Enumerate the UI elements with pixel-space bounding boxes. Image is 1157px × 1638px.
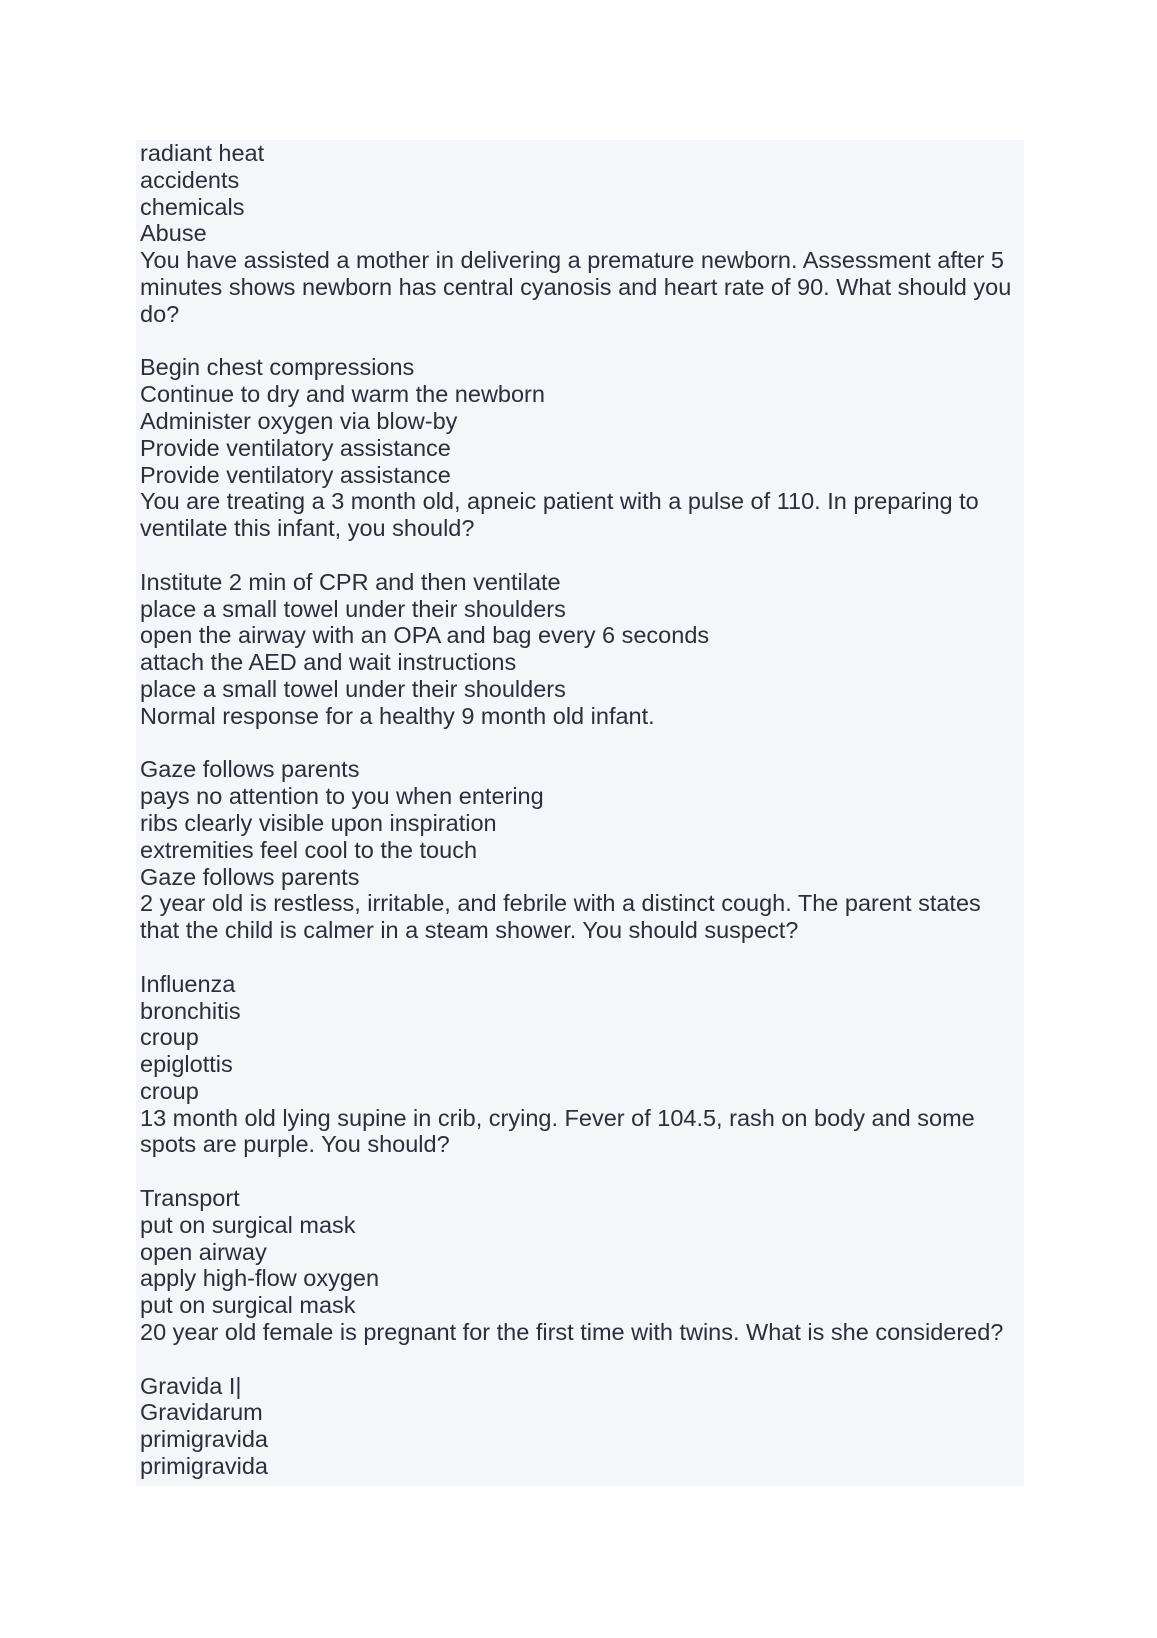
answer-option: Continue to dry and warm the newborn xyxy=(140,381,545,408)
question-text: You are treating a 3 month old, apneic patient with a pulse of 110. In preparing to ventilate this infant, you should? xyxy=(140,488,986,542)
answer-option: Gravida I| xyxy=(140,1372,242,1399)
answer-option: Influenza xyxy=(140,970,236,997)
intro-line: radiant heat xyxy=(140,140,265,166)
question-text: 13 month old lying supine in crib, crying. Fever of 104.5, rash on body and some spots are purple. You should? xyxy=(140,1104,982,1158)
answer-option: pays no attention to you when entering xyxy=(140,783,544,810)
document-content xyxy=(140,140,1020,1480)
correct-answer: croup xyxy=(140,1077,199,1104)
answer-option: ribs clearly visible upon inspiration xyxy=(140,809,497,836)
answer-option: extremities feel cool to the touch xyxy=(140,836,478,863)
question-text: 2 year old is restless, irritable, and febrile with a distinct cough. The parent states that the child is calmer in a steam shower. You should suspect? xyxy=(140,890,988,944)
spacer xyxy=(140,328,1020,355)
answer-option: put on surgical mask xyxy=(140,1211,356,1238)
spacer xyxy=(140,542,1020,569)
spacer xyxy=(140,1346,1020,1373)
answer-option: Provide ventilatory assistance xyxy=(140,434,451,461)
answer-option: Begin chest compressions xyxy=(140,354,415,381)
answer-option: open the airway with an OPA and bag every 6 seconds xyxy=(140,622,710,649)
answer-option: Administer oxygen via blow-by xyxy=(140,407,458,434)
correct-answer: place a small towel under their shoulders xyxy=(140,675,566,702)
intro-line: chemicals xyxy=(140,193,245,220)
answer-option: attach the AED and wait instructions xyxy=(140,649,517,676)
correct-answer: Gaze follows parents xyxy=(140,863,360,890)
spacer xyxy=(140,1158,1020,1185)
answer-option: croup xyxy=(140,1024,199,1051)
correct-answer: Provide ventilatory assistance xyxy=(140,461,451,488)
question-text: You have assisted a mother in delivering a premature newborn. Assessment after 5 minutes shows newborn has central cyanosis and heart rate of 90. What should you do? xyxy=(140,247,1018,327)
answer-option: apply high-flow oxygen xyxy=(140,1265,380,1292)
answer-option: Transport xyxy=(140,1185,240,1212)
intro-line: accidents xyxy=(140,166,240,193)
correct-answer: put on surgical mask xyxy=(140,1292,356,1319)
intro-line: Abuse xyxy=(140,220,207,247)
answer-option: bronchitis xyxy=(140,997,241,1024)
answer-option: Gravidarum xyxy=(140,1399,263,1426)
answer-option: epiglottis xyxy=(140,1051,233,1078)
answer-option: place a small towel under their shoulders xyxy=(140,595,566,622)
answer-option: Gaze follows parents xyxy=(140,756,360,783)
spacer xyxy=(140,730,1020,757)
spacer xyxy=(140,944,1020,971)
answer-option: Institute 2 min of CPR and then ventilate xyxy=(140,568,561,595)
question-text: Normal response for a healthy 9 month old infant. xyxy=(140,702,655,729)
answer-option: open airway xyxy=(140,1238,267,1265)
answer-option: primigravida xyxy=(140,1426,268,1453)
question-text: 20 year old female is pregnant for the first time with twins. What is she considered? xyxy=(140,1319,1004,1346)
correct-answer: primigravida xyxy=(140,1453,268,1480)
